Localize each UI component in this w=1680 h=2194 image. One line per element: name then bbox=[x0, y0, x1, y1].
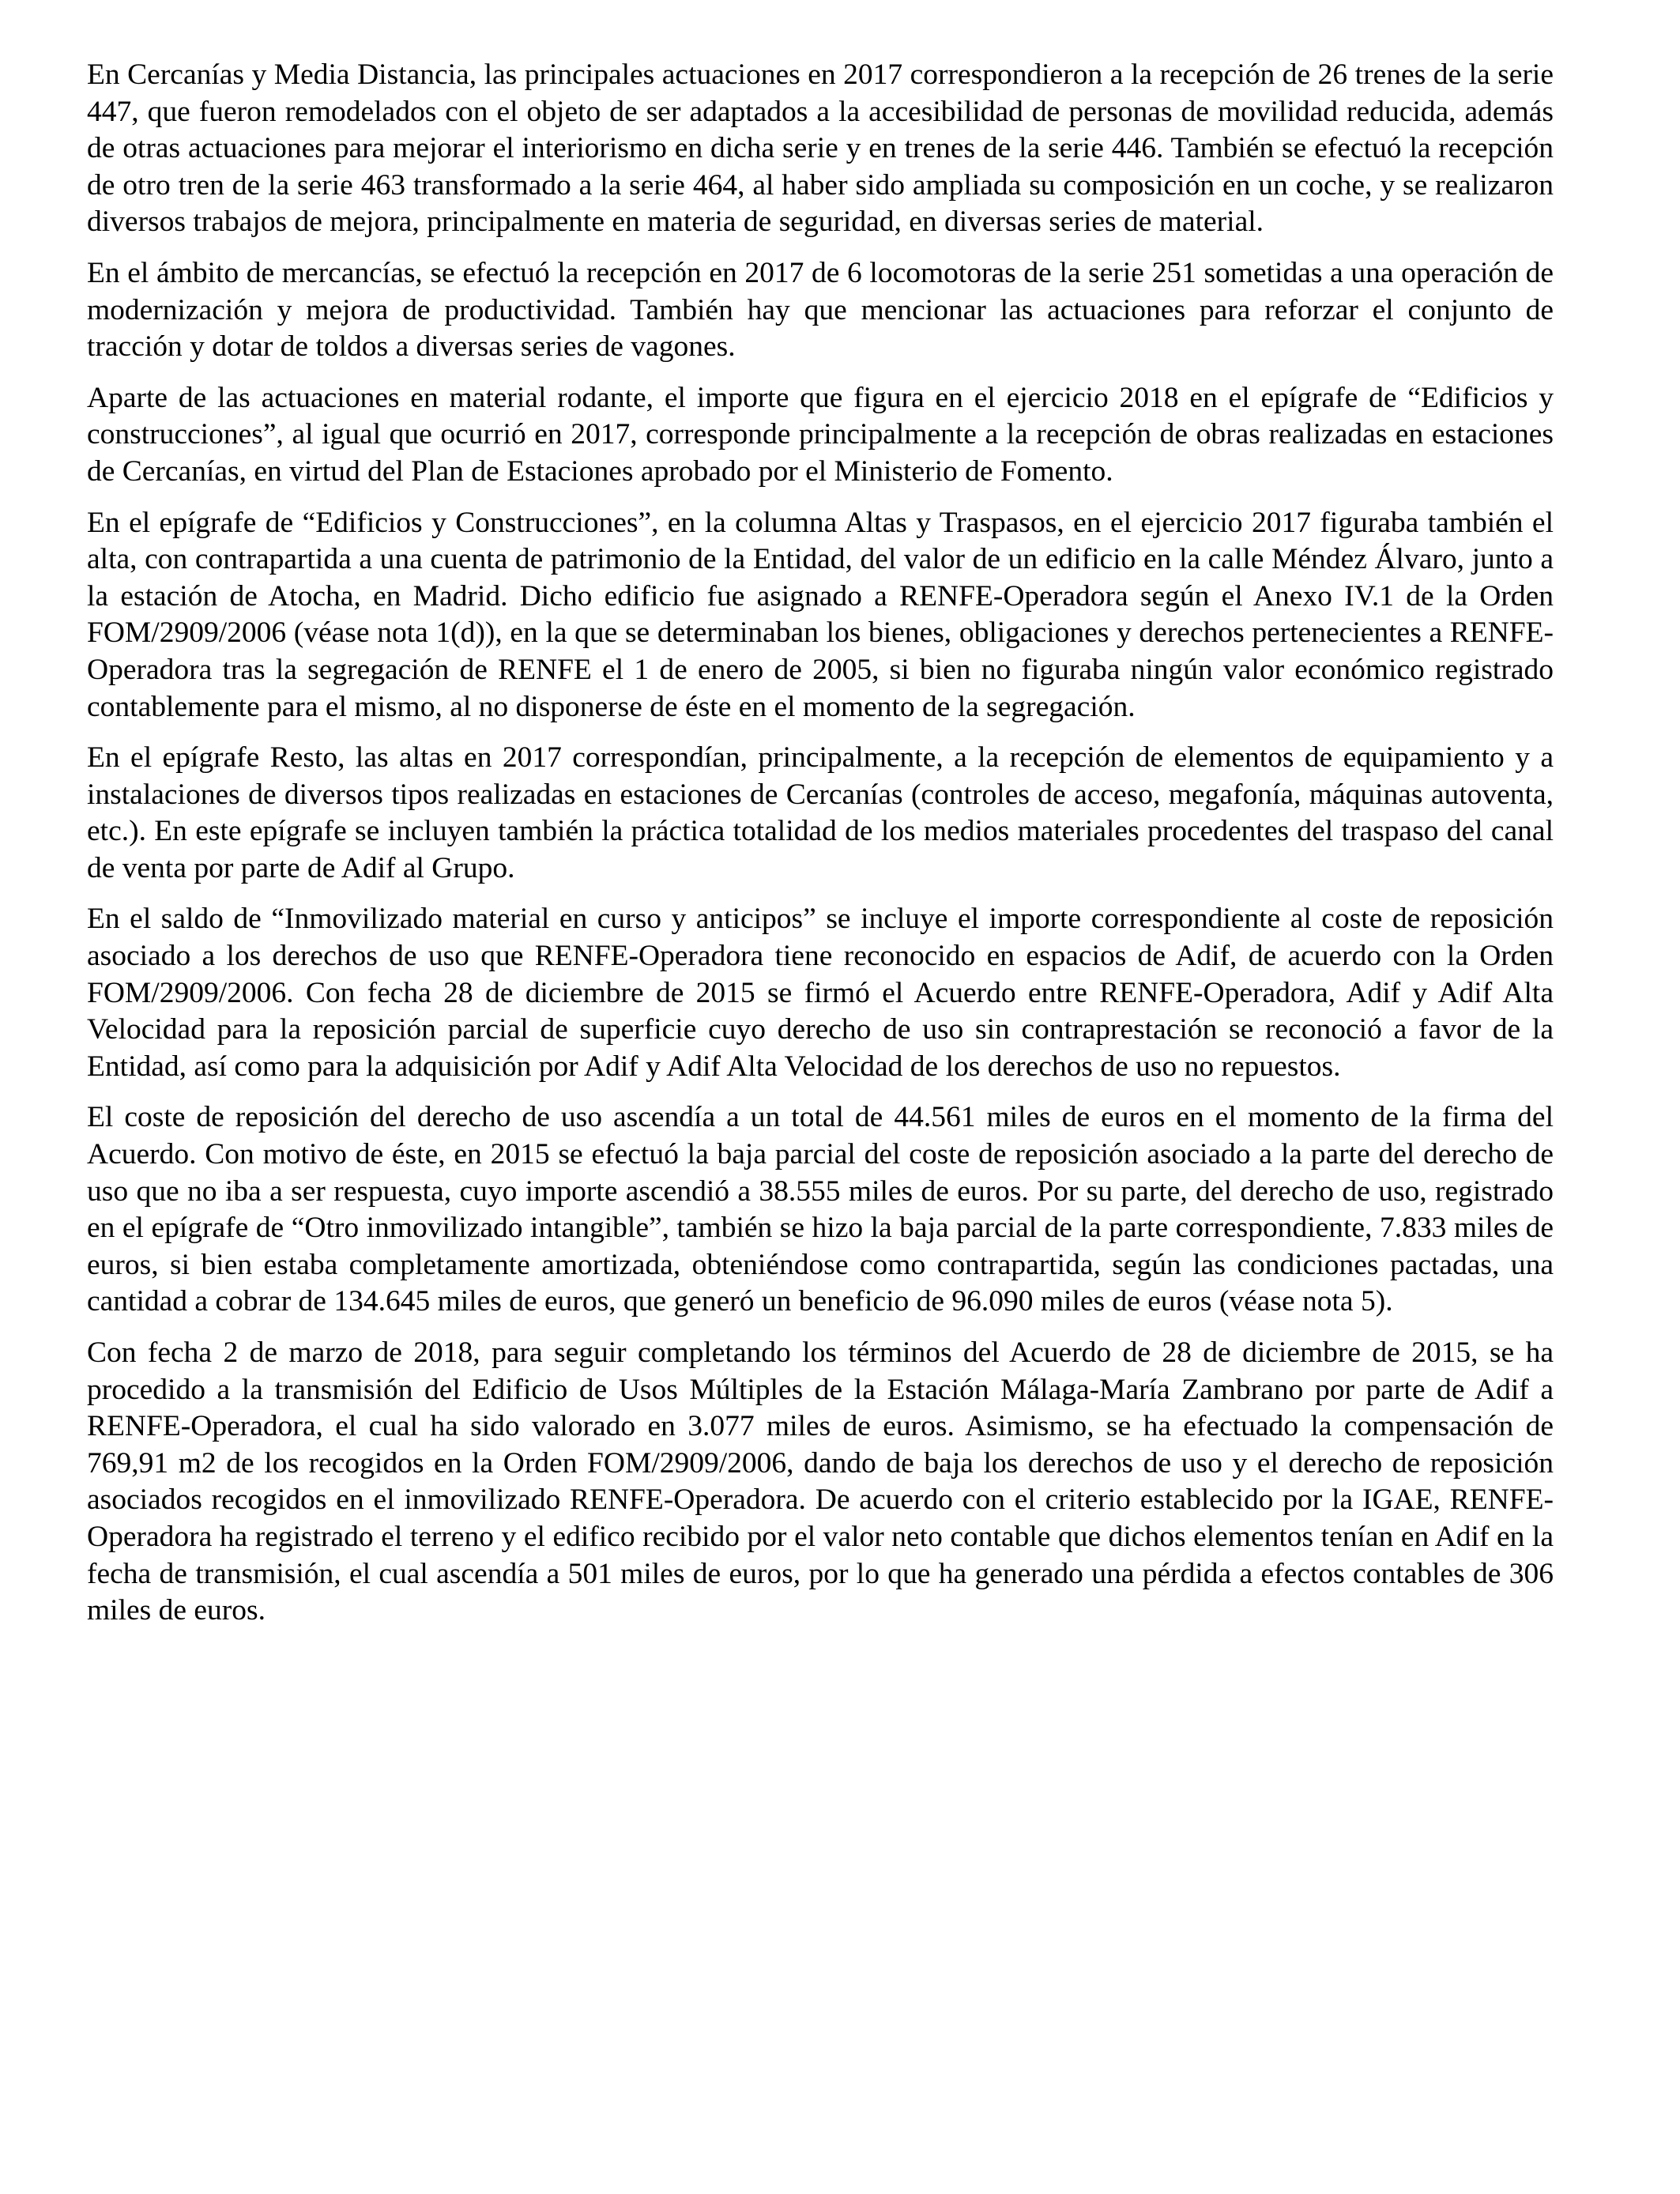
paragraph-epigrafe-resto: En el epígrafe Resto, las altas en 2017 correspondían, principalmente, a la recepción de elementos de equipamiento y a instalaciones de diversos tipos realizadas en estaciones de Cercanías (controles de acceso, megafonía, máquinas autoventa, etc.). En este epígrafe se incluyen también la práctica totalidad de los medios materiales procedentes del traspaso del canal de venta por parte de Adif al Grupo. bbox=[87, 741, 1554, 884]
paragraph-inmovilizado-en-curso: En el saldo de “Inmovilizado material en curso y anticipos” se incluye el importe correspondiente al coste de reposición asociado a los derechos de uso que RENFE-Operadora tiene reconocido en espacios de Adif, de acuerdo con la Orden FOM/2909/2006. Con fecha 28 de diciembre de 2015 se firmó el Acuerdo entre RENFE-Operadora, Adif y Adif Alta Velocidad para la reposición parcial de superficie cuyo derecho de uso sin contraprestación se reconoció a favor de la Entidad, así como para la adquisición por Adif y Adif Alta Velocidad de los derechos de uso no repuestos. bbox=[87, 903, 1554, 1083]
paragraph-cercanias-media-distancia: En Cercanías y Media Distancia, las principales actuaciones en 2017 correspondieron a la recepción de 26 trenes de la serie 447, que fueron remodelados con el objeto de ser adaptados a la accesibilidad de personas de movilidad reducida, además de otras actuaciones para mejorar el interiorismo en dicha serie y en trenes de la serie 446. También se efectuó la recepción de otro tren de la serie 463 transformado a la serie 464, al haber sido ampliada su composición en un coche, y se realizaron diversos trabajos de mejora, principalmente en materia de seguridad, en diversas series de material. bbox=[87, 58, 1554, 239]
paragraph-edificios-construcciones: Aparte de las actuaciones en material rodante, el importe que figura en el ejercicio 2018 en el epígrafe de “Edificios y construcciones”, al igual que ocurrió en 2017, corresponde principalmente a la recepción de obras realizadas en estaciones de Cercanías, en virtud del Plan de Estaciones aprobado por el Ministerio de Fomento. bbox=[87, 381, 1554, 488]
paragraph-transmision-edificio: Con fecha 2 de marzo de 2018, para seguir completando los términos del Acuerdo de 28 de diciembre de 2015, se ha procedido a la transmisión del Edificio de Usos Múltiples de la Estación Málaga-María Zambrano por parte de Adif a RENFE-Operadora, el cual ha sido valorado en 3.077 miles de euros. Asimismo, se ha efectuado la compensación de 769,91 m2 de los recogidos en la Orden FOM/2909/2006, dando de baja los derechos de uso y el derecho de reposición asociados recogidos en el inmovilizado RENFE-Operadora. De acuerdo con el criterio establecido por la IGAE, RENFE-Operadora ha registrado el terreno y el edifico recibido por el valor neto contable que dichos elementos tenían en Adif en la fecha de transmisión, el cual ascendía a 501 miles de euros, por lo que ha generado una pérdida a efectos contables de 306 miles de euros. bbox=[87, 1336, 1554, 1627]
paragraph-mercancias: En el ámbito de mercancías, se efectuó la recepción en 2017 de 6 locomotoras de la serie 251 sometidas a una operación de modernización y mejora de productividad. También hay que mencionar las actuaciones para reforzar el conjunto de tracción y dotar de toldos a diversas series de vagones. bbox=[87, 256, 1554, 364]
paragraph-coste-reposicion: El coste de reposición del derecho de uso ascendía a un total de 44.561 miles de euros en el momento de la firma del Acuerdo. Con motivo de éste, en 2015 se efectuó la baja parcial del coste de reposición asociado a la parte del derecho de uso que no iba a ser respuesta, cuyo importe ascendió a 38.555 miles de euros. Por su parte, del derecho de uso, registrado en el epígrafe de “Otro inmovilizado intangible”, también se hizo la baja parcial de la parte correspondiente, 7.833 miles de euros, si bien estaba completamente amortizada, obteniéndose como contrapartida, según las condiciones pactadas, una cantidad a cobrar de 134.645 miles de euros, que generó un beneficio de 96.090 miles de euros (véase nota 5). bbox=[87, 1101, 1554, 1318]
document-page bbox=[87, 57, 1554, 1644]
paragraph-altas-traspasos: En el epígrafe de “Edificios y Construcciones”, en la columna Altas y Traspasos, en el ejercicio 2017 figuraba también el alta, con contrapartida a una cuenta de patrimonio de la Entidad, del valor de un edificio en la calle Méndez Álvaro, junto a la estación de Atocha, en Madrid. Dicho edificio fue asignado a RENFE-Operadora según el Anexo IV.1 de la Orden FOM/2909/2006 (véase nota 1(d)), en la que se determinaban los bienes, obligaciones y derechos pertenecientes a RENFE-Operadora tras la segregación de RENFE el 1 de enero de 2005, si bien no figuraba ningún valor económico registrado contablemente para el mismo, al no disponerse de éste en el momento de la segregación. bbox=[87, 506, 1554, 723]
